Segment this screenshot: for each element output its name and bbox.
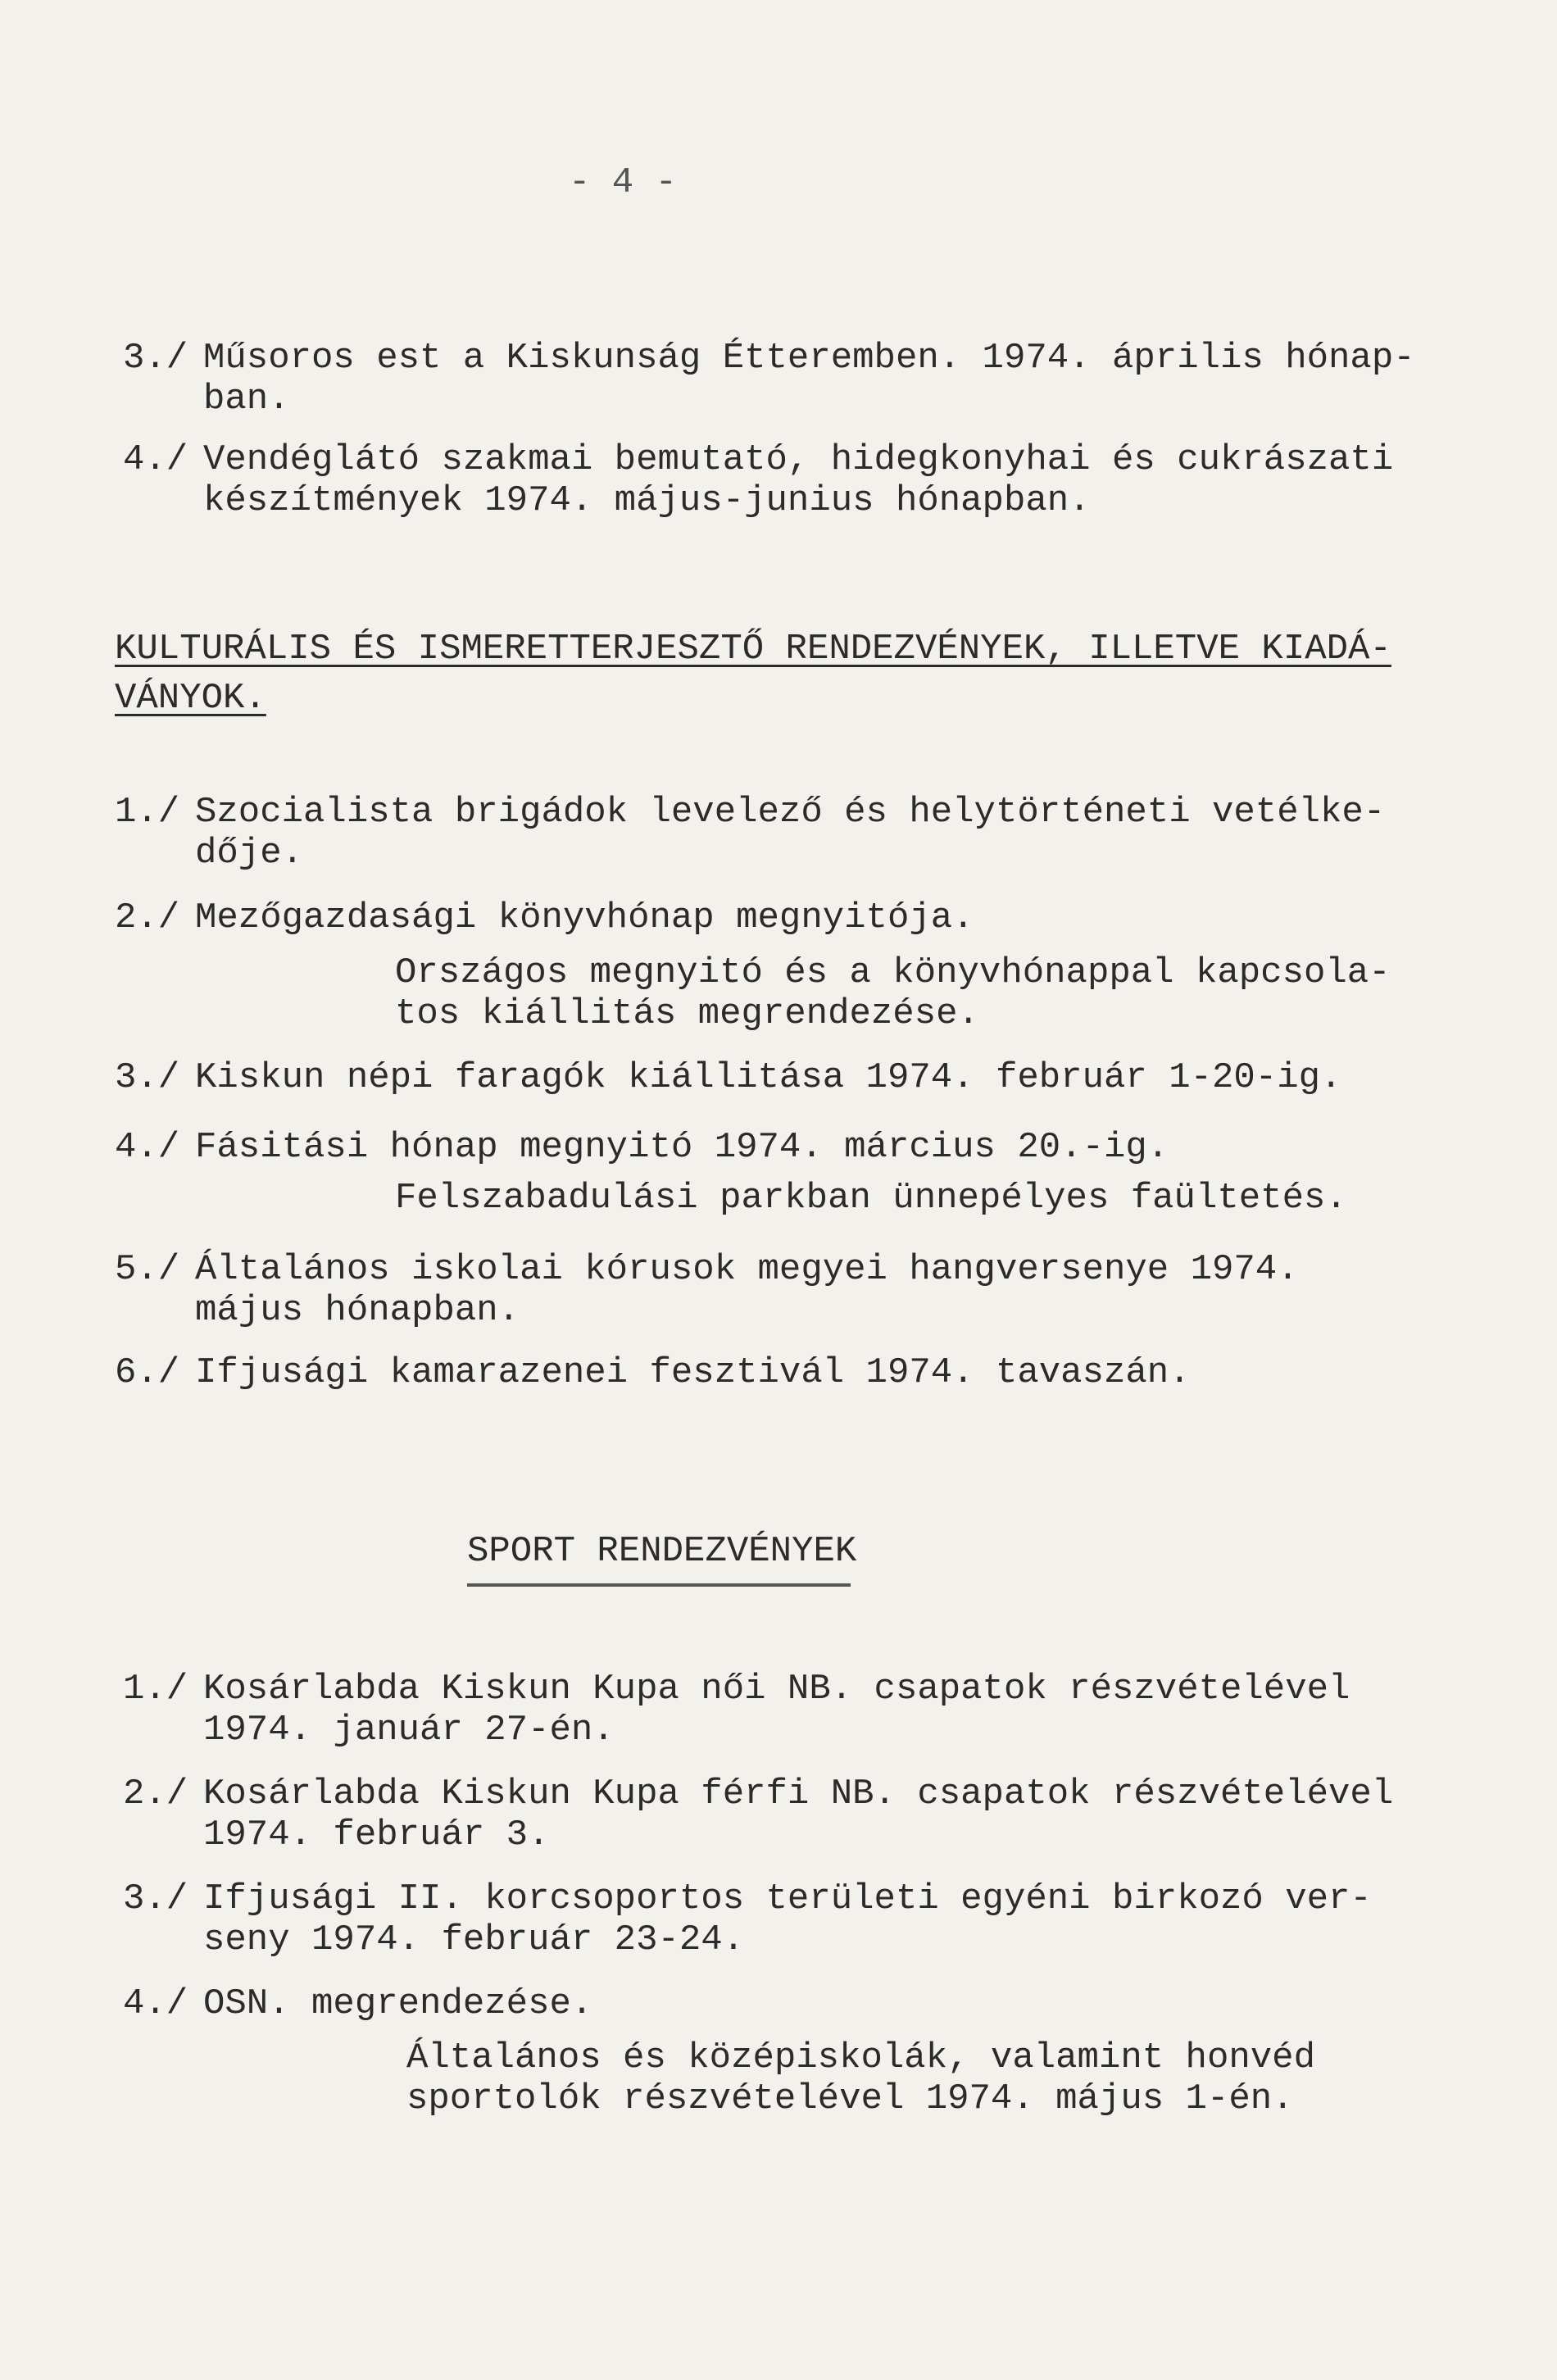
item-text-continued: seny 1974. február 23-24. xyxy=(203,1919,745,1960)
item-text: OSN. megrendezése. xyxy=(203,1983,593,2024)
item-text: Ifjusági II. korcsoportos területi egyéni birkozó ver- xyxy=(203,1878,1372,1919)
heading-line: KULTURÁLIS ÉS ISMERETTERJESZTŐ RENDEZVÉNYEK, ILLETVE KIADÁ- xyxy=(115,629,1391,670)
list-item xyxy=(115,1249,1299,1331)
item-text: Fásitási hónap megnyitó 1974. március 20.-ig. xyxy=(195,1127,1169,1168)
item-number: 5./ xyxy=(115,1249,180,1290)
item-detail-line: Országos megnyitó és a könyvhónappal kapcsola- xyxy=(395,952,1391,993)
heading-line: VÁNYOK. xyxy=(115,678,266,719)
page-number: - 4 - xyxy=(568,162,678,203)
item-text-continued: ban. xyxy=(203,379,290,420)
list-item xyxy=(123,1983,592,2024)
list-item xyxy=(115,897,974,938)
list-item xyxy=(123,1774,1393,1855)
list-item xyxy=(123,439,1393,521)
item-detail-line: Felszabadulási parkban ünnepélyes faültetés. xyxy=(395,1178,1347,1219)
item-detail xyxy=(395,1178,1347,1219)
item-text: Kosárlabda Kiskun Kupa férfi NB. csapatok részvételével xyxy=(203,1774,1394,1815)
item-number: 4./ xyxy=(123,439,188,480)
item-number: 3./ xyxy=(123,1878,188,1919)
item-text: Műsoros est a Kiskunság Étteremben. 1974. április hónap- xyxy=(203,338,1415,379)
item-number: 6./ xyxy=(115,1352,180,1393)
item-number: 1./ xyxy=(115,792,180,833)
heading-underline xyxy=(467,1583,851,1587)
list-item xyxy=(115,1127,1169,1168)
item-text-continued: 1974. január 27-én. xyxy=(203,1710,615,1751)
list-item xyxy=(123,338,1415,420)
item-text: Vendéglátó szakmai bemutató, hidegkonyhai és cukrászati xyxy=(203,439,1394,480)
item-detail-line: Általános és középiskolák, valamint honvéd xyxy=(406,2037,1315,2078)
item-text-continued: 1974. február 3. xyxy=(203,1815,550,1855)
list-item xyxy=(115,792,1385,874)
item-text-continued: május hónapban. xyxy=(195,1290,520,1331)
item-number: 2./ xyxy=(123,1774,188,1815)
list-item xyxy=(115,1057,1341,1098)
section-heading-sport: SPORT RENDEZVÉNYEK xyxy=(467,1531,857,1572)
list-item xyxy=(115,1352,1191,1393)
item-number: 4./ xyxy=(123,1983,188,2024)
item-detail xyxy=(406,2037,1315,2119)
item-text: Szocialista brigádok levelező és helytörténeti vetélke- xyxy=(195,792,1386,833)
item-number: 3./ xyxy=(115,1057,180,1098)
list-item xyxy=(123,1669,1350,1751)
item-detail xyxy=(395,952,1391,1034)
item-text: Általános iskolai kórusok megyei hangversenye 1974. xyxy=(195,1249,1299,1290)
item-number: 4./ xyxy=(115,1127,180,1168)
item-text: Mezőgazdasági könyvhónap megnyitója. xyxy=(195,897,974,938)
item-number: 1./ xyxy=(123,1669,188,1710)
item-text-continued: dője. xyxy=(195,833,304,874)
list-item xyxy=(123,1878,1372,1960)
section-heading-cultural xyxy=(115,625,1391,723)
item-detail-line: sportolók részvételével 1974. május 1-én. xyxy=(406,2078,1294,2119)
item-number: 2./ xyxy=(115,897,180,938)
item-detail-line: tos kiállitás megrendezése. xyxy=(395,993,979,1034)
item-text: Kosárlabda Kiskun Kupa női NB. csapatok részvételével xyxy=(203,1669,1350,1710)
item-text: Kiskun népi faragók kiállitása 1974. február 1-20-ig. xyxy=(195,1057,1342,1098)
item-text-continued: készítmények 1974. május-junius hónapban. xyxy=(203,480,1091,521)
item-number: 3./ xyxy=(123,338,188,379)
item-text: Ifjusági kamarazenei fesztivál 1974. tavaszán. xyxy=(195,1352,1191,1393)
